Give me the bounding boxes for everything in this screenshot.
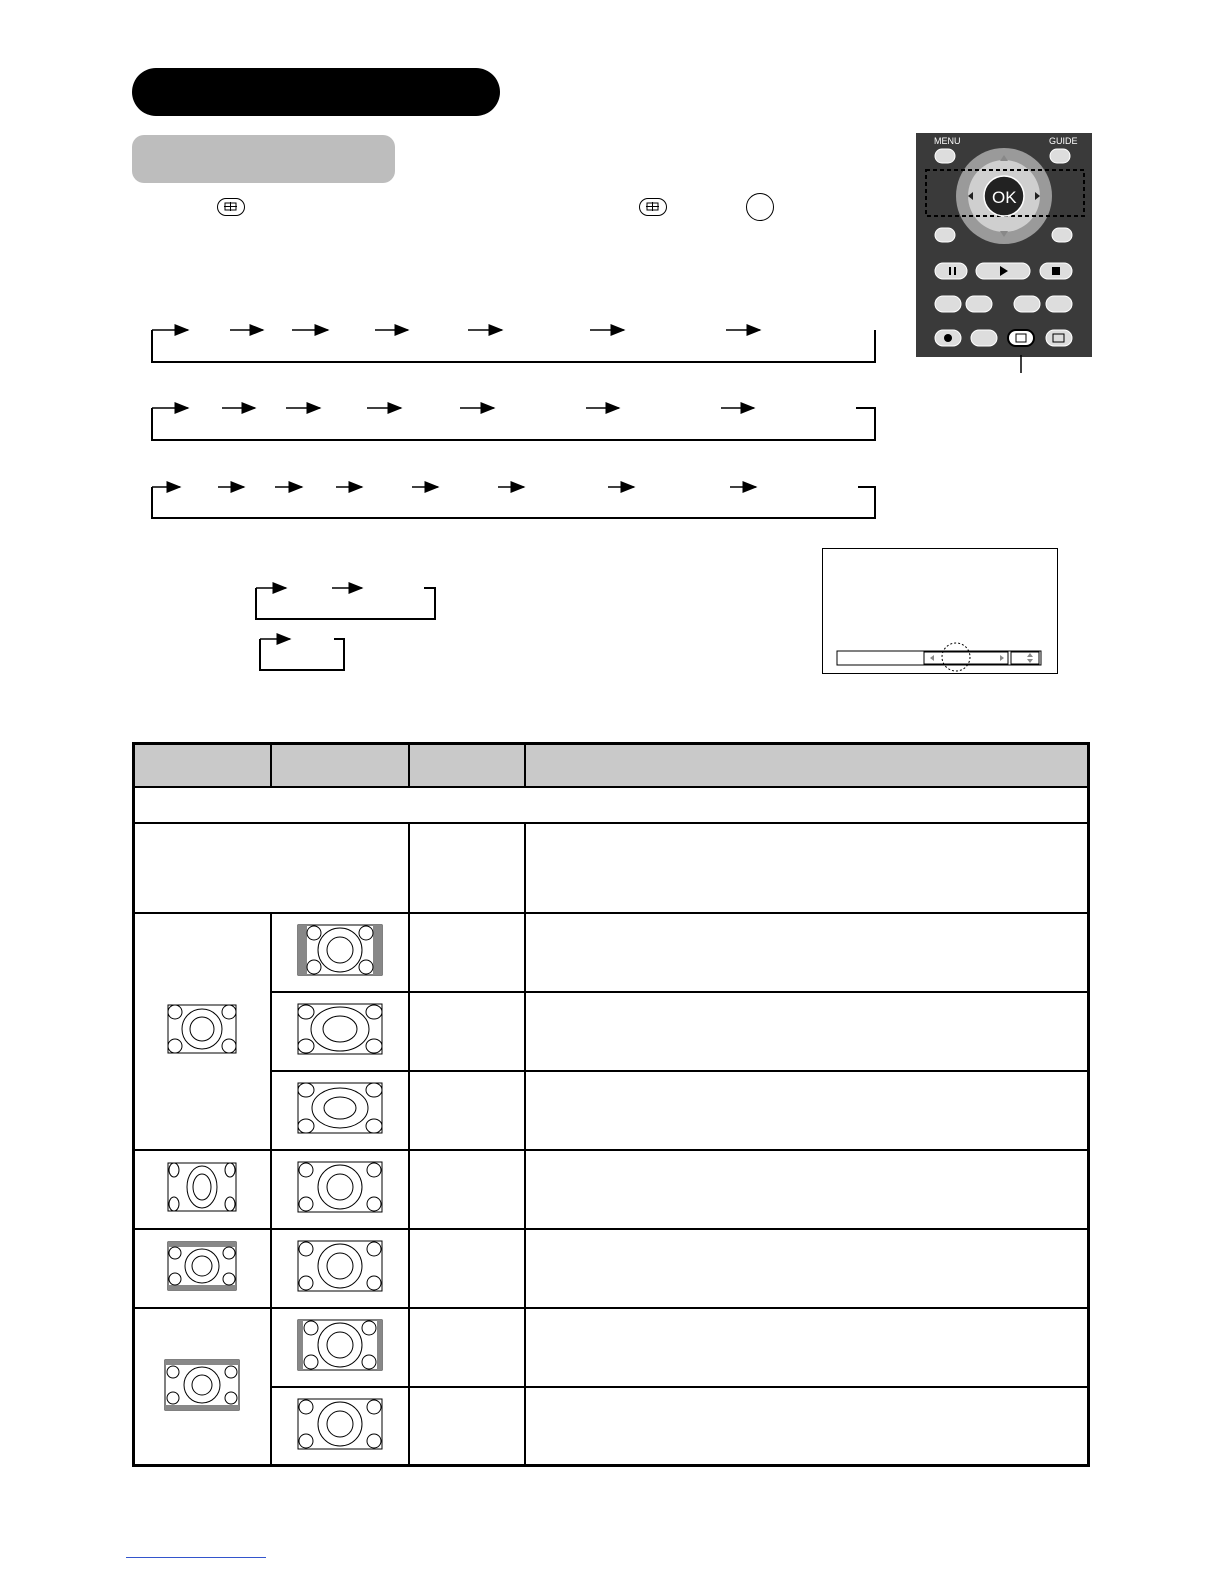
table-cell: [525, 1071, 1089, 1150]
source-thumbnail-cell: [133, 1229, 271, 1308]
table-cell: [525, 992, 1089, 1071]
table-row: [133, 1229, 1089, 1308]
menu-label: MENU: [934, 136, 961, 146]
table-cell: [525, 1387, 1089, 1466]
source-thumbnail-cell: [133, 1308, 271, 1466]
table-row: [133, 1071, 1089, 1150]
aspect-button-icon: [217, 198, 245, 216]
small-cycle-diagrams: [248, 578, 448, 678]
screen-stretch-icon: [297, 1003, 383, 1055]
column-header-display: [271, 743, 409, 787]
column-header-source: [133, 743, 271, 787]
screen-full-icon: [297, 1398, 383, 1450]
table-cell: [409, 913, 525, 992]
screen-letterbox-icon: [167, 1241, 237, 1291]
table-cell: [409, 992, 525, 1071]
on-screen-display-illustration: [822, 548, 1058, 674]
section-title-bar: [132, 68, 500, 116]
display-thumbnail-cell: [271, 992, 409, 1071]
right-triangle-icon: [1000, 655, 1004, 661]
screen-full-icon: [297, 1161, 383, 1213]
table-row-section: [133, 787, 1089, 823]
display-thumbnail-cell: [271, 1387, 409, 1466]
aspect-button-icon: [639, 198, 667, 216]
table-cell: [409, 1229, 525, 1308]
screen-squeeze-icon: [167, 1162, 237, 1212]
guide-label: GUIDE: [1049, 136, 1078, 146]
source-thumbnail-cell: [133, 1150, 271, 1229]
table-row: [133, 913, 1089, 992]
screen-zoom-icon: [297, 1082, 383, 1134]
column-header-description: [525, 743, 1089, 787]
callout-line: [1015, 355, 1027, 375]
table-row: [133, 992, 1089, 1071]
display-thumbnail-cell: [271, 913, 409, 992]
footer-link-line: [126, 1557, 266, 1558]
table-cell: [525, 913, 1089, 992]
table-cell: [525, 1150, 1089, 1229]
column-header-mode: [409, 743, 525, 787]
table-cell: [409, 1071, 525, 1150]
table-row: [133, 1387, 1089, 1466]
screen-letterbox-wide-icon: [164, 1359, 240, 1411]
table-cell: [525, 823, 1089, 913]
display-thumbnail-cell: [271, 1308, 409, 1387]
subsection-title-bar: [132, 135, 395, 183]
table-row: [133, 1308, 1089, 1387]
screen-pillarbox-icon: [297, 1319, 383, 1371]
display-thumbnail-cell: [271, 1071, 409, 1150]
table-cell: [409, 1387, 525, 1466]
table-cell: [409, 1308, 525, 1387]
screen-wide-icon: [297, 1240, 383, 1292]
aspect-mode-table: [132, 742, 1090, 1467]
table-cell: [409, 823, 525, 913]
display-thumbnail-cell: [271, 1229, 409, 1308]
up-down-triangle-icon: [1027, 653, 1033, 657]
table-row: [133, 1150, 1089, 1229]
table-cell: [409, 1150, 525, 1229]
table-cell: [525, 1308, 1089, 1387]
mode-cycle-diagrams: [140, 318, 900, 528]
left-triangle-icon: [930, 655, 934, 661]
ok-label: OK: [992, 188, 1017, 207]
circle-button-icon: [746, 193, 774, 221]
screen-4-3-icon: [167, 1004, 237, 1054]
source-thumbnail-cell: [133, 913, 271, 1150]
remote-control-illustration: [916, 133, 1092, 357]
screen-pillarbox-icon: [297, 924, 383, 976]
table-cell: [133, 823, 409, 913]
table-cell: [525, 1229, 1089, 1308]
display-thumbnail-cell: [271, 1150, 409, 1229]
